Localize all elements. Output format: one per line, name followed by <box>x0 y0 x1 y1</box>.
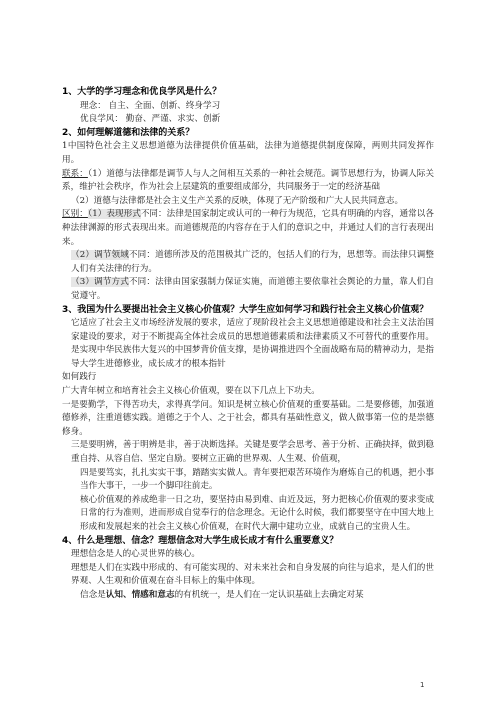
qubie-2-text: 不同：道德所涉及的范围极其广泛的，包括人们的行为，思想等。而法律只调整人们有关法律的行为。 <box>71 250 434 274</box>
q3-paragraph-2: 如何践行 <box>62 372 97 383</box>
q2-heading: 2、如何理解道德和法律的关系？ <box>62 127 195 138</box>
q1-line-1: 理念： 自主、全面、创新、终身学习 <box>80 100 221 111</box>
qubie-1-tag: （1）表现形式 <box>87 209 141 220</box>
document-page <box>62 86 434 603</box>
q2-paragraph-1: 1中国特色社会主义思想道德为法律提供价值基础，法律为道德提供制度保障，两则共同发挥作用。 <box>62 141 434 165</box>
q3-paragraph-4: 一是要勤学，下得苦功夫，求得真学问。知识是树立核心价值观的重要基础。二是要修德，加强道德修养，注重道德实践。道德之于个人、之于社会，都具有基础性意义，做人做事第一位的是崇德修身。 <box>62 399 434 437</box>
q3-paragraph-1: 它适应了社会主义市场经济发展的要求，适应了现阶段社会主义思想道德建设和社会主义法治国家建设的要求，对于不断提高全体社会成员的思想道德素质和法律素质又不可替代的重要作用。是实现中华民族伟大复兴的中国梦背价值支撑，是协调推进四个全面战略布局的精神动力，是指导大学生进德修业，成长成才的根本指针 <box>71 318 434 369</box>
qubie-3-tag: （3）调节方式 <box>71 277 129 288</box>
q4-paragraph-2: 理想是人们在实践中形成的、有可能实现的、对未来社会和自身发展的向往与追求，是人们的世界观、人生观和价值观在奋斗目标上的集中体现。 <box>71 562 434 587</box>
q2-lianxi-1 <box>62 168 434 195</box>
q4-heading: 4、什么是理想、信念？理想信念对大学生成长成才有什么重要意义？ <box>62 535 339 546</box>
q4-p3-c: 的有机统一，是人们在一定认识基础上去确定对某 <box>174 589 364 600</box>
q3-paragraph-3: 广大青年树立和培育社会主义核心价值观，要在以下几点上下功夫。 <box>62 386 320 397</box>
q2-lianxi-2: （2）道德与法律都是社会主义生产关系的反映，体现了无产阶级和广大人民共同意志。 <box>71 195 404 206</box>
q4-paragraph-1: 理想信念是人的心灵世界的核心。 <box>71 549 200 560</box>
lianxi-label: 联系： <box>62 168 88 179</box>
q2-qubie-2 <box>62 249 434 276</box>
qubie-label: 区别： <box>62 209 88 220</box>
page-number: 1 <box>420 681 425 689</box>
q3-paragraph-6: 四是要笃实，扎扎实实干事，踏踏实实做人。青年要把艰苦环境作为磨炼自己的机遇，把小事当作大事干，一步一个脚印往前走。 <box>80 467 434 492</box>
q2-qubie-1 <box>62 208 434 249</box>
q4-p3-bold: 认知、情感和意志 <box>105 589 175 600</box>
q1-heading: 1、大学的学习理念和优良学风是什么？ <box>62 87 222 97</box>
qubie-2-tag: （2）调节领域 <box>71 250 129 261</box>
q4-paragraph-3 <box>62 589 434 603</box>
qubie-1-text: 不同：法律是国家制定或认可的一种行为规范，它具有明确的内容，通常以各种法律渊源的形式表现出来。而道德规范的内容存在于人们的意识之中，并通过人们的言行表现出来。 <box>62 209 434 247</box>
q3-paragraph-7: 核心价值观的养成绝非一日之功，要坚持由易到难、由近及远，努力把核心价值观的要求变成日常的行为准则，进而形成自觉奉行的信念理念。无论什么时候，我们都要坚守在中国大地上形成和发展起来的社会主义核心价值观，在时代大潮中建功立业，成就自己的宝贵人生。 <box>80 494 434 532</box>
lianxi-1-text: （1）道德与法律都是调节人与人之间相互关系的一种社会规范。调节思想行为，协调人际关系，维护社会秩序，作为社会上层建筑的重要组成部分，共同服务于一定的经济基础 <box>62 168 434 193</box>
q3-paragraph-5: 三是要明辨，善于明辨是非，善于决断选择。关键是要学会思考、善于分析、正确抉择，做到稳重自持、从容自信、坚定自励。要树立正确的世界观、人生观、价值观， <box>71 440 434 465</box>
q4-p3-a: 信念是 <box>80 589 106 600</box>
q1-line-2: 优良学风： 勤奋、严谨、求实、创新 <box>80 114 221 125</box>
qubie-3-text: 不同：法律由国家强制力保证实施，而道德主要依靠社会舆论的力量，靠人们自觉遵守。 <box>71 277 434 301</box>
q3-heading: 3、我国为什么要提出社会主义核心价值观？大学生应如何学习和践行社会主义核心价值观？ <box>62 304 429 315</box>
q2-qubie-3 <box>62 276 434 303</box>
